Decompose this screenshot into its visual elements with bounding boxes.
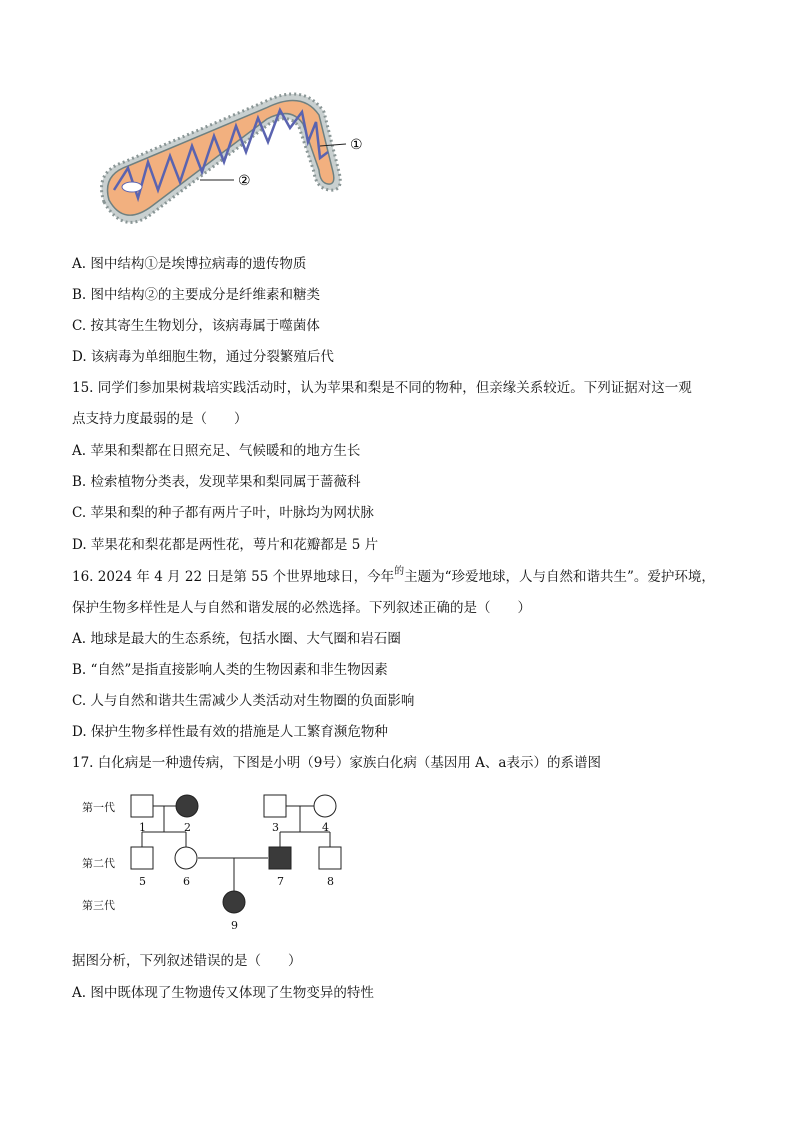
q17-question: 据图分析，下列叙述错误的是（ ） <box>72 953 302 969</box>
gen-label-2: 第二代 <box>82 857 115 870</box>
id-8: 8 <box>327 875 334 888</box>
label-structure-2: ② <box>238 173 251 189</box>
q16-option-b: B. “自然”是指直接影响人类的生物因素和非生物因素 <box>72 662 388 678</box>
gen-label-3: 第三代 <box>82 899 115 912</box>
q15-stem-line1: 15. 同学们参加果树栽培实践活动时，认为苹果和梨是不同的物种，但亲缘关系较近。下列证据对这一观 <box>72 380 692 396</box>
individual-1 <box>131 795 153 817</box>
q16-option-a: A. 地球是最大的生态系统，包括水圈、大气圈和岩石圈 <box>72 631 401 647</box>
q15-option-c: C. 苹果和梨的种子都有两片子叶，叶脉均为网状脉 <box>72 505 374 521</box>
id-7: 7 <box>277 875 284 888</box>
q15-option-b: B. 检索植物分类表，发现苹果和梨同属于蔷薇科 <box>72 474 361 490</box>
individual-6 <box>175 847 197 869</box>
q16-stem-part-a: 16. 2024 年 4 月 22 日是第 55 个世界地球日，今年 <box>72 569 395 585</box>
id-3: 3 <box>272 821 279 834</box>
q16-stem-line1 <box>72 567 715 589</box>
individual-3 <box>264 795 286 817</box>
individual-7 <box>269 847 291 869</box>
q14-option-b: B. 图中结构②的主要成分是纤维素和糖类 <box>72 287 321 303</box>
virus-core <box>122 182 142 192</box>
pedigree-chart <box>78 785 368 935</box>
id-4: 4 <box>322 821 329 834</box>
q15-stem-line2: 点支持力度最弱的是（ ） <box>72 411 248 427</box>
id-2: 2 <box>184 821 191 834</box>
q14-option-d: D. 该病毒为单细胞生物，通过分裂繁殖后代 <box>72 349 334 365</box>
id-5: 5 <box>139 875 146 888</box>
ebola-virus-figure <box>84 82 384 242</box>
q16-stem-line2: 保护生物多样性是人与自然和谐发展的必然选择。下列叙述正确的是（ ） <box>72 600 531 616</box>
q14-option-c: C. 按其寄生生物划分，该病毒属于噬菌体 <box>72 318 320 334</box>
q17-stem: 17. 白化病是一种遗传病，下图是小明（9号）家族白化病（基因用 A、a表示）的系谱图 <box>72 755 601 771</box>
q17-option-a: A. 图中既体现了生物遗传又体现了生物变异的特性 <box>72 985 374 1001</box>
individual-2 <box>176 795 198 817</box>
id-1: 1 <box>139 821 146 834</box>
id-9: 9 <box>231 919 238 932</box>
q16-option-d: D. 保护生物多样性最有效的措施是人工繁育濒危物种 <box>72 724 388 740</box>
q15-option-d: D. 苹果花和梨花都是两性花，萼片和花瓣都是 5 片 <box>72 537 379 553</box>
q16-stem-part-b: 主题为“珍爱地球，人与自然和谐共生”。爱护环境， <box>404 569 715 585</box>
q16-stem-superscript: 的 <box>394 566 405 577</box>
individual-4 <box>314 795 336 817</box>
individual-8 <box>319 847 341 869</box>
label-structure-1: ① <box>350 137 363 153</box>
individual-9 <box>223 891 245 913</box>
individual-5 <box>131 847 153 869</box>
q16-option-c: C. 人与自然和谐共生需减少人类活动对生物圈的负面影响 <box>72 693 415 709</box>
gen-label-1: 第一代 <box>82 801 115 814</box>
q15-option-a: A. 苹果和梨都在日照充足、气候暖和的地方生长 <box>72 443 361 459</box>
q14-option-a: A. 图中结构①是埃博拉病毒的遗传物质 <box>72 256 307 272</box>
id-6: 6 <box>183 875 190 888</box>
